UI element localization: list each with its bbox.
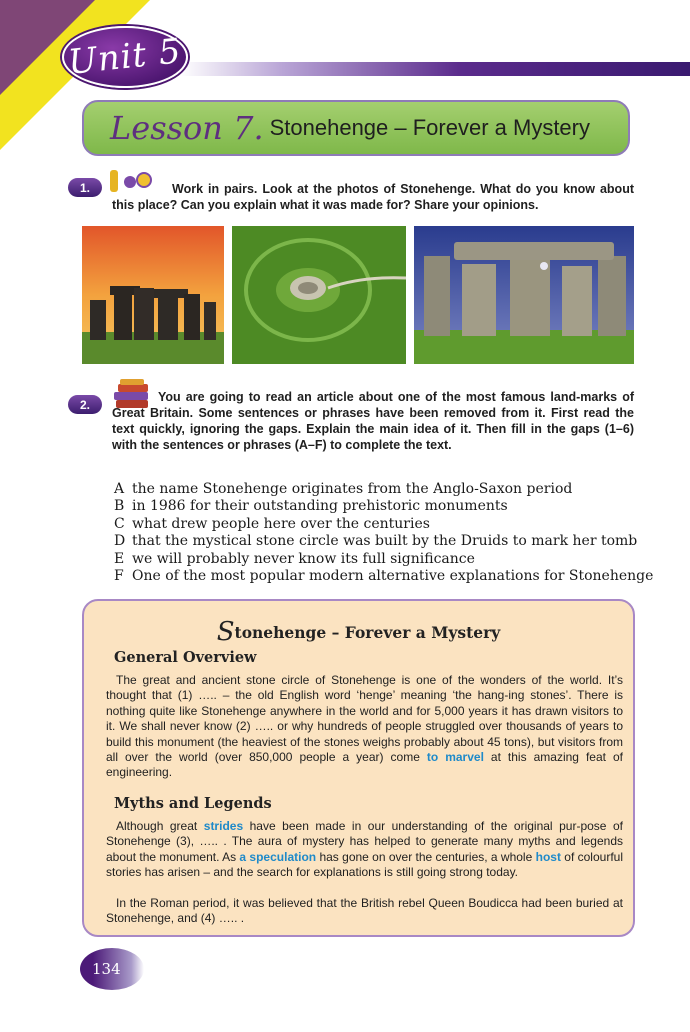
option-f: F One of the most popular modern alternative explanations for Stonehenge [114,568,654,585]
task-2-number: 2. [68,395,102,414]
vocab-host: host [535,849,561,864]
task-1-instructions: Work in pairs. Look at the photos of Stonehenge. What do you know about this place? Can you explain what it was made for? Share your opinions. [112,182,634,212]
options-list [114,481,654,585]
paragraph-roman-period: In the Roman period, it was believed that the British rebel Queen Boudicca had been buried at Stonehenge, and (4) ….. . [106,896,623,926]
lesson-number: Lesson 7. [110,109,264,147]
task-1-number: 1. [68,178,102,197]
vocab-speculation: a speculation [239,849,317,864]
heading-myths-legends: Myths and Legends [114,795,272,812]
lesson-title: Stonehenge – Forever a Mystery [269,115,590,140]
unit-badge [62,26,188,88]
option-e: E we will probably never know its full significance [114,550,475,567]
lesson-banner [82,100,630,156]
paragraph-overview: The great and ancient stone circle of Stonehenge is one of the wonders of the world. It’s thought that (1) ….. – the old English word ‘henge’ meaning ‘the hang-ing stones’. There is nothing quite like Stonehenge anywhere in the world and for 5,000 years it has drawn visitors to it. We shall never know (2) ….. or why hundreds of people struggled over thousands of years to build this monument (the heaviest of the stones weighs probably about 45 tons), but visitors from all over the world (over 850,000 people a year) come to marvel at this amazing feat of engineering. [106,673,623,780]
unit-label: Unit 5 [66,31,184,83]
article-title: Stonehenge – Forever a Mystery [216,617,501,647]
vocab-strides: strides [203,819,244,833]
photo-stonehenge-sunset [82,226,224,364]
page-number: 134 [92,960,121,978]
paragraph-myths: Although great strides have been made in our understanding of the original pur-pose of Stonehenge (3), ….. . The aura of mystery has helped to generate many myths and legends about the monument. As a speculation has gone on over the centuries, a whole host of colourful stories has arisen – and the search for explanations is still going strong today. [106,819,623,880]
vocab-to-marvel: to marvel [426,750,484,765]
page-number-badge [80,948,144,990]
task-2-instructions: You are going to read an article about one of the most famous land-marks of Great Britain. Some sentences or phrases have been removed from it. First read the text quickly, ignoring the gaps. Explain the main idea of it. Then fill in the gaps (1–6) with the sentences or phrases (A–F) to complete the text. [112,390,634,452]
heading-general-overview: General Overview [114,649,257,666]
photo-stonehenge-closeup [414,226,634,364]
article-box [82,599,635,937]
option-b: B in 1986 for their outstanding prehistoric monuments [114,498,508,515]
header-bar [180,62,690,76]
photo-stonehenge-aerial [232,226,406,364]
option-c: C what drew people here over the centuries [114,515,430,532]
option-a: A the name Stonehenge originates from the Anglo-Saxon period [114,481,573,497]
option-d: D that the mystical stone circle was built by the Druids to mark her tomb [114,533,638,550]
